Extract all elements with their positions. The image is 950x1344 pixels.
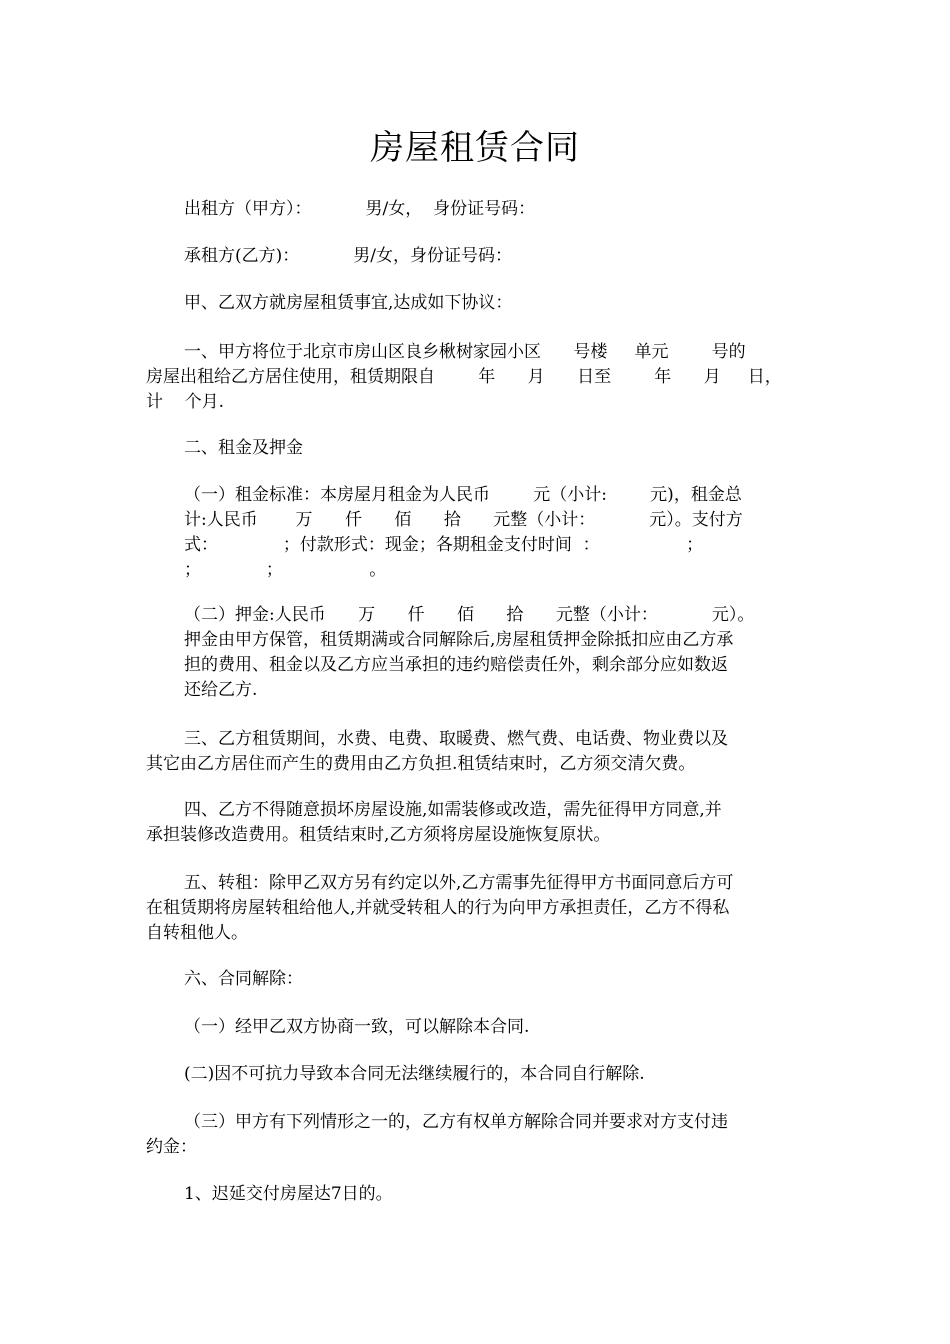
- text-line: 承租方(乙方)： 男/女，身份证号码：: [184, 246, 513, 266]
- text-line: 六、合同解除：: [184, 969, 303, 989]
- text-line: 一、甲方将位于北京市房山区良乡楸树家园小区 号楼 单元 号的: [184, 342, 746, 362]
- text-line: 五、转租：除甲乙双方另有约定以外,乙方需事先征得甲方书面同意后方可: [184, 873, 734, 893]
- text-line: （一）经甲乙双方协商一致，可以解除本合同.: [184, 1017, 530, 1037]
- party-b-line: [146, 244, 812, 269]
- text-line: （一）租金标准：本房屋月租金为人民币 元（小计: 元)，租金总: [184, 485, 742, 505]
- text-line: 自转租他人。: [146, 923, 248, 943]
- text-line: 其它由乙方居住而产生的费用由乙方负担.租赁结束时，乙方须交清欠费。: [146, 754, 696, 774]
- text-line: 押金由甲方保管，租赁期满或合同解除后,房屋租赁押金除抵扣应由乙方承: [184, 630, 734, 650]
- text-line: 约金：: [146, 1137, 197, 1157]
- text-line: （三）甲方有下列情形之一的，乙方有权单方解除合同并要求对方支付违: [184, 1112, 728, 1132]
- text-line: 房屋出租给乙方居住使用，租赁期限自 年 月 日至 年 月 日，: [146, 367, 782, 387]
- party-a-line: [146, 197, 812, 222]
- clause-6-item-1: [146, 1015, 812, 1040]
- clause-2-deposit: [146, 603, 812, 703]
- clause-1: [146, 340, 812, 415]
- clause-5: [146, 871, 812, 946]
- clause-6-heading: [146, 967, 812, 992]
- clause-2-heading: [146, 436, 812, 461]
- text-line: (二)因不可抗力导致本合同无法继续履行的，本合同自行解除.: [184, 1064, 645, 1084]
- clause-2-rent-standard: [146, 483, 812, 583]
- text-line: 还给乙方.: [184, 680, 258, 700]
- text-line: 承担装修改造费用。租赁结束时,乙方须将房屋设施恢复原状。: [146, 825, 611, 845]
- text-line: 式： ；付款形式：现金；各期租金支付时间 ： ；: [184, 535, 704, 555]
- clause-6-sub-1: [146, 1182, 812, 1207]
- agreement-intro: [146, 291, 812, 316]
- text-line: （二）押金:人民币 万 仟 佰 拾 元整（小计： 元）。: [184, 605, 755, 625]
- clause-3: [146, 727, 812, 777]
- text-line: 三、乙方租赁期间，水费、电费、取暖费、燃气费、电话费、物业费以及: [184, 729, 728, 749]
- clause-4: [146, 798, 812, 848]
- text-line: 甲、乙双方就房屋租赁事宜,达成如下协议：: [184, 293, 513, 313]
- document-title: 房屋租赁合同: [370, 128, 580, 168]
- text-line: ； ； 。: [184, 560, 387, 580]
- text-line: 计:人民币 万 仟 佰 拾 元整（小计： 元）。支付方: [184, 510, 743, 530]
- text-line: 1、迟延交付房屋达7日的。: [184, 1184, 393, 1204]
- text-line: 在租赁期将房屋转租给他人,并就受转租人的行为向甲方承担责任，乙方不得私: [146, 898, 730, 918]
- text-line: 四、乙方不得随意损坏房屋设施,如需装修或改造，需先征得甲方同意,并: [184, 800, 722, 820]
- text-line: 二、租金及押金: [184, 438, 303, 458]
- text-line: 计 个月.: [146, 392, 225, 412]
- clause-6-item-2: [146, 1062, 812, 1087]
- text-line: 出租方（甲方）： 男/女， 身份证号码：: [184, 199, 536, 219]
- clause-6-item-3: [146, 1110, 812, 1160]
- text-line: 担的费用、租金以及乙方应当承担的违约赔偿责任外，剩余部分应如数返: [184, 655, 728, 675]
